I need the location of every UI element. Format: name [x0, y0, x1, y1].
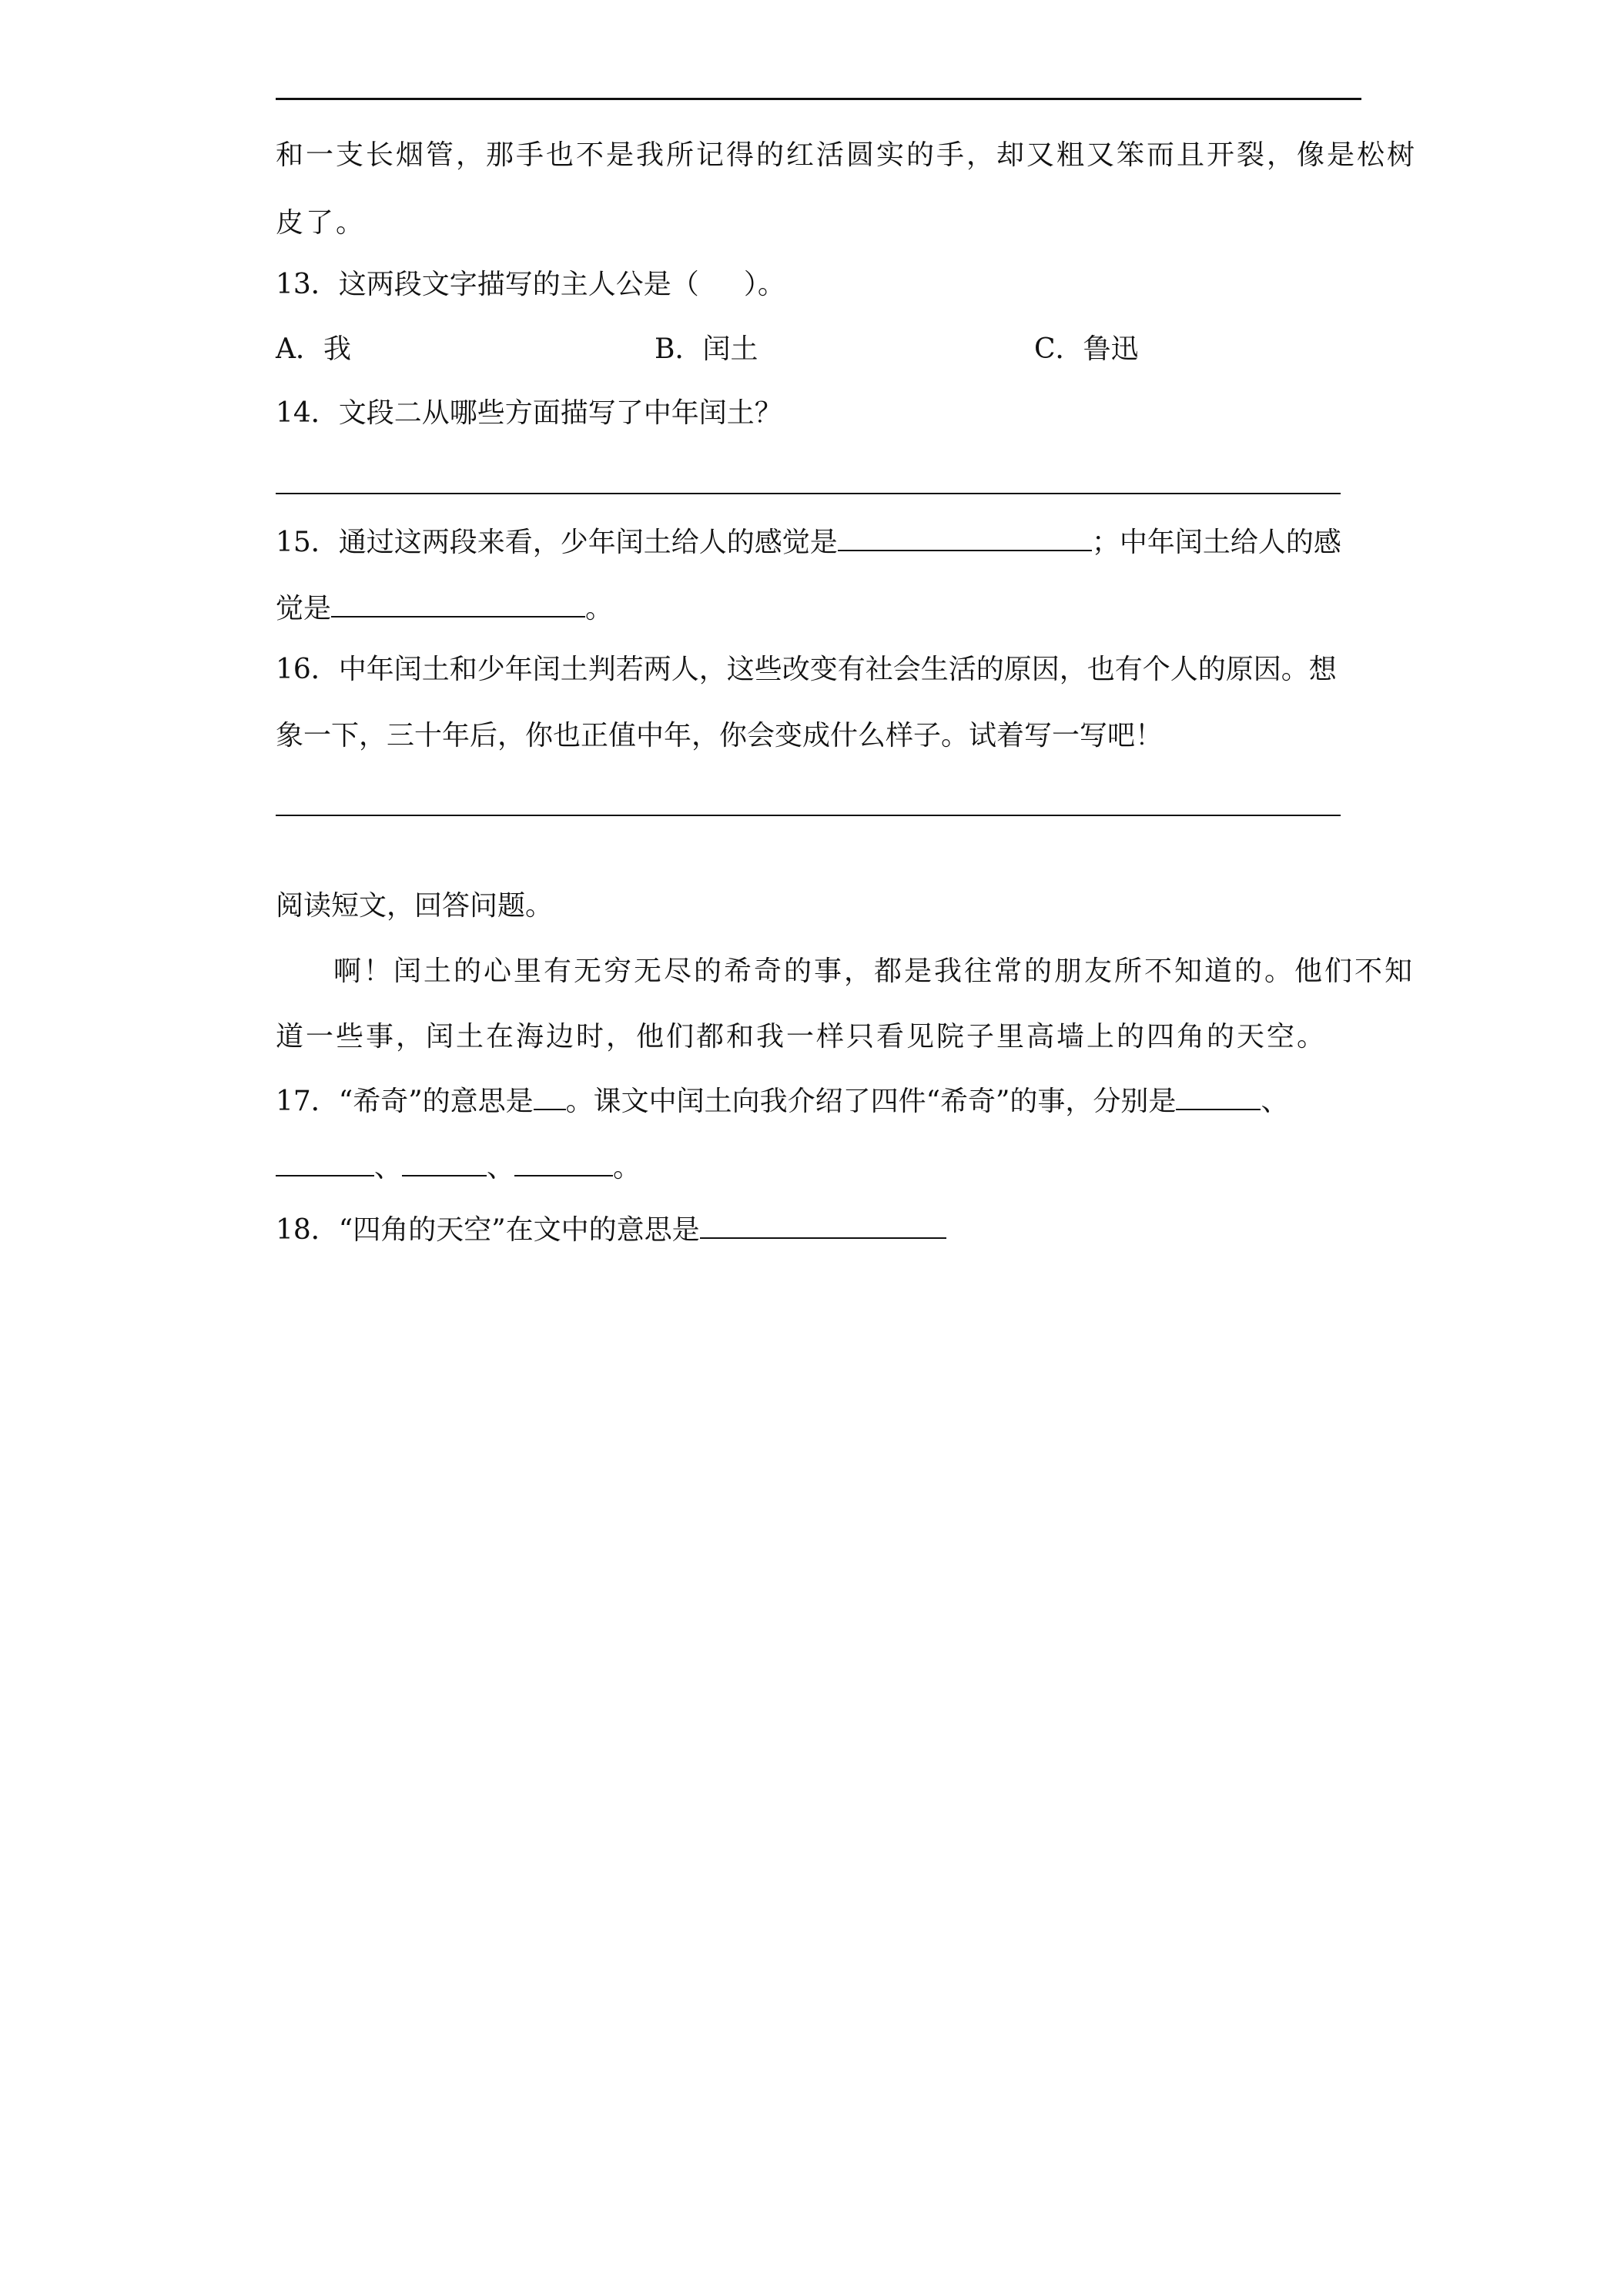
option-text: 我	[323, 333, 352, 365]
reading-paragraph-line: 啊！闰土的心里有无穷无尽的希奇的事，都是我往常的朋友所不知道的。他们不知	[333, 956, 1415, 987]
option-text: 闰土	[702, 333, 758, 365]
reading-instruction: 阅读短文，回答问题。	[276, 890, 554, 922]
option-b[interactable]	[655, 333, 758, 366]
header-rule	[276, 98, 1361, 100]
question-17-text: 。	[613, 1152, 641, 1183]
question-15-text: 。	[585, 593, 614, 624]
question-17	[276, 1083, 1288, 1119]
answer-blank[interactable]	[276, 1149, 374, 1176]
separator: 、	[1261, 1086, 1289, 1117]
option-a[interactable]	[276, 333, 351, 366]
passage-line: 皮了。	[276, 207, 367, 239]
answer-blank[interactable]	[700, 1211, 946, 1239]
question-15-text: 觉是	[276, 593, 332, 624]
separator: 、	[487, 1152, 515, 1183]
option-letter: B．	[655, 333, 703, 365]
answer-blank[interactable]	[402, 1149, 487, 1176]
answer-blank[interactable]	[331, 590, 585, 618]
question-16: 16．中年闰土和少年闰土判若两人，这些改变有社会生活的原因，也有个人的原因。想	[276, 654, 1337, 685]
answer-blank[interactable]	[534, 1083, 566, 1110]
question-16-cont: 象一下，三十年后，你也正值中年，你会变成什么样子。试着写一写吧！	[276, 720, 1164, 751]
question-18-text: 18．“四角的天空”在文中的意思是	[276, 1214, 700, 1246]
answer-blank[interactable]	[514, 1149, 613, 1176]
answer-line[interactable]	[276, 815, 1341, 816]
option-text: 鲁迅	[1083, 333, 1139, 365]
passage-line: 和一支长烟管，那手也不是我所记得的红活圆实的手，却又粗又笨而且开裂，像是松树	[276, 139, 1418, 171]
answer-blank[interactable]	[838, 524, 1092, 551]
question-13-stem: 13．这两段文字描写的主人公是（	[276, 269, 699, 300]
question-15	[276, 524, 1341, 560]
question-15-cont	[276, 590, 613, 626]
question-17-text: 。课文中闰土向我介绍了四件“希奇”的事，分别是	[565, 1086, 1177, 1117]
answer-line[interactable]	[276, 493, 1341, 494]
question-17-text: 17．“希奇”的意思是	[276, 1086, 534, 1117]
option-letter: A．	[276, 333, 323, 365]
question-13	[276, 268, 785, 302]
separator: 、	[374, 1152, 403, 1183]
reading-paragraph-line: 道一些事，闰土在海边时，他们都和我一样只看见院子里高墙上的四角的天空。	[276, 1021, 1328, 1053]
question-14: 14．文段二从哪些方面描写了中年闰土？	[276, 397, 782, 429]
question-13-stem-end: ）。	[743, 269, 785, 300]
question-15-text: 15．通过这两段来看，少年闰土给人的感觉是	[276, 527, 838, 558]
question-18	[276, 1211, 946, 1247]
question-15-text: ；中年闰土给人的感	[1091, 527, 1341, 558]
answer-blank[interactable]	[1176, 1083, 1261, 1110]
option-letter: C．	[1034, 333, 1083, 365]
question-17-cont	[276, 1149, 641, 1185]
option-c[interactable]	[1034, 333, 1139, 366]
